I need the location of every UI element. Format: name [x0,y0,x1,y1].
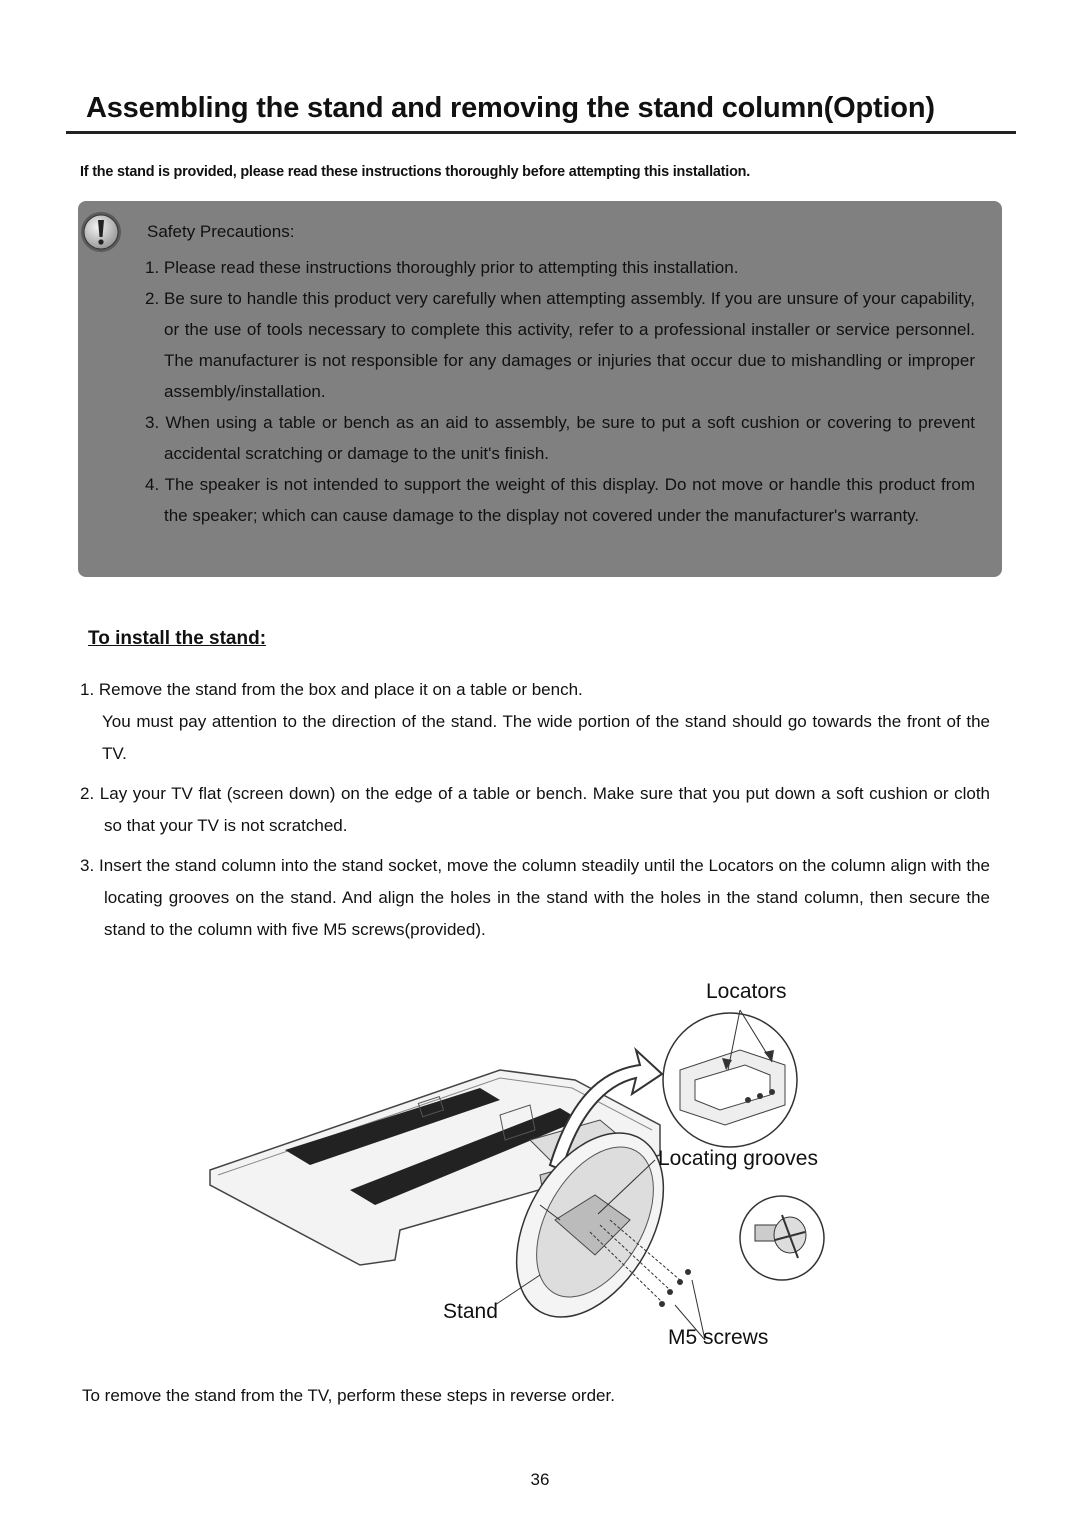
install-step-3: 3. Insert the stand column into the stand socket, move the column steadily until the Locators on the column align with the locating grooves on the stand. And align the holes in the stand with the holes in the stand column, then secure the stand to the column with five M5 screws(provided). [80,856,990,939]
safety-list [145,252,975,531]
install-step-1: 1. Remove the stand from the box and place it on a table or bench. [80,680,583,699]
safety-item: 2. Be sure to handle this product very carefully when attempting assembly. If you are unsure of your capability, or the use of tools necessary to complete this activity, refer to a professional installer or service personnel. The manufacturer is not responsible for any damages or injuries that occur due to mishandling or improper assembly/installation. [145,289,975,401]
title-divider [66,131,1016,134]
removal-note: To remove the stand from the TV, perform these steps in reverse order. [82,1386,615,1405]
install-heading: To install the stand: [88,628,267,649]
exclamation-icon [80,211,122,253]
install-steps [80,674,990,946]
page-title: Assembling the stand and removing the stand column(Option) [86,92,935,124]
safety-item: 4. The speaker is not intended to support the weight of this display. Do not move or handle this product from the speaker; which can cause damage to the display not covered under the manufacturer's warranty. [145,475,975,525]
safety-item: 1. Please read these instructions thoroughly prior to attempting this installation. [145,258,739,277]
intro-text: If the stand is provided, please read these instructions thoroughly before attempting this installation. [80,164,751,180]
install-step-1-note: You must pay attention to the direction of the stand. The wide portion of the stand should go towards the front of the TV. [102,712,990,763]
assembly-illustration [200,970,1040,1370]
m5-screws-label: M5 screws [668,1326,769,1349]
locating-grooves-label: Locating grooves [658,1147,818,1170]
page-number: 36 [530,1470,550,1489]
safety-item: 3. When using a table or bench as an aid to assembly, be sure to put a soft cushion or covering to prevent accidental scratching or damage to the unit's finish. [145,413,975,463]
install-step-2: 2. Lay your TV flat (screen down) on the edge of a table or bench. Make sure that you put down a soft cushion or cloth so that your TV is not scratched. [80,784,990,835]
locators-label: Locators [706,980,787,1003]
stand-assembly-diagram [200,970,1040,1370]
stand-label: Stand [443,1300,498,1323]
safety-title: Safety Precautions: [147,222,295,241]
